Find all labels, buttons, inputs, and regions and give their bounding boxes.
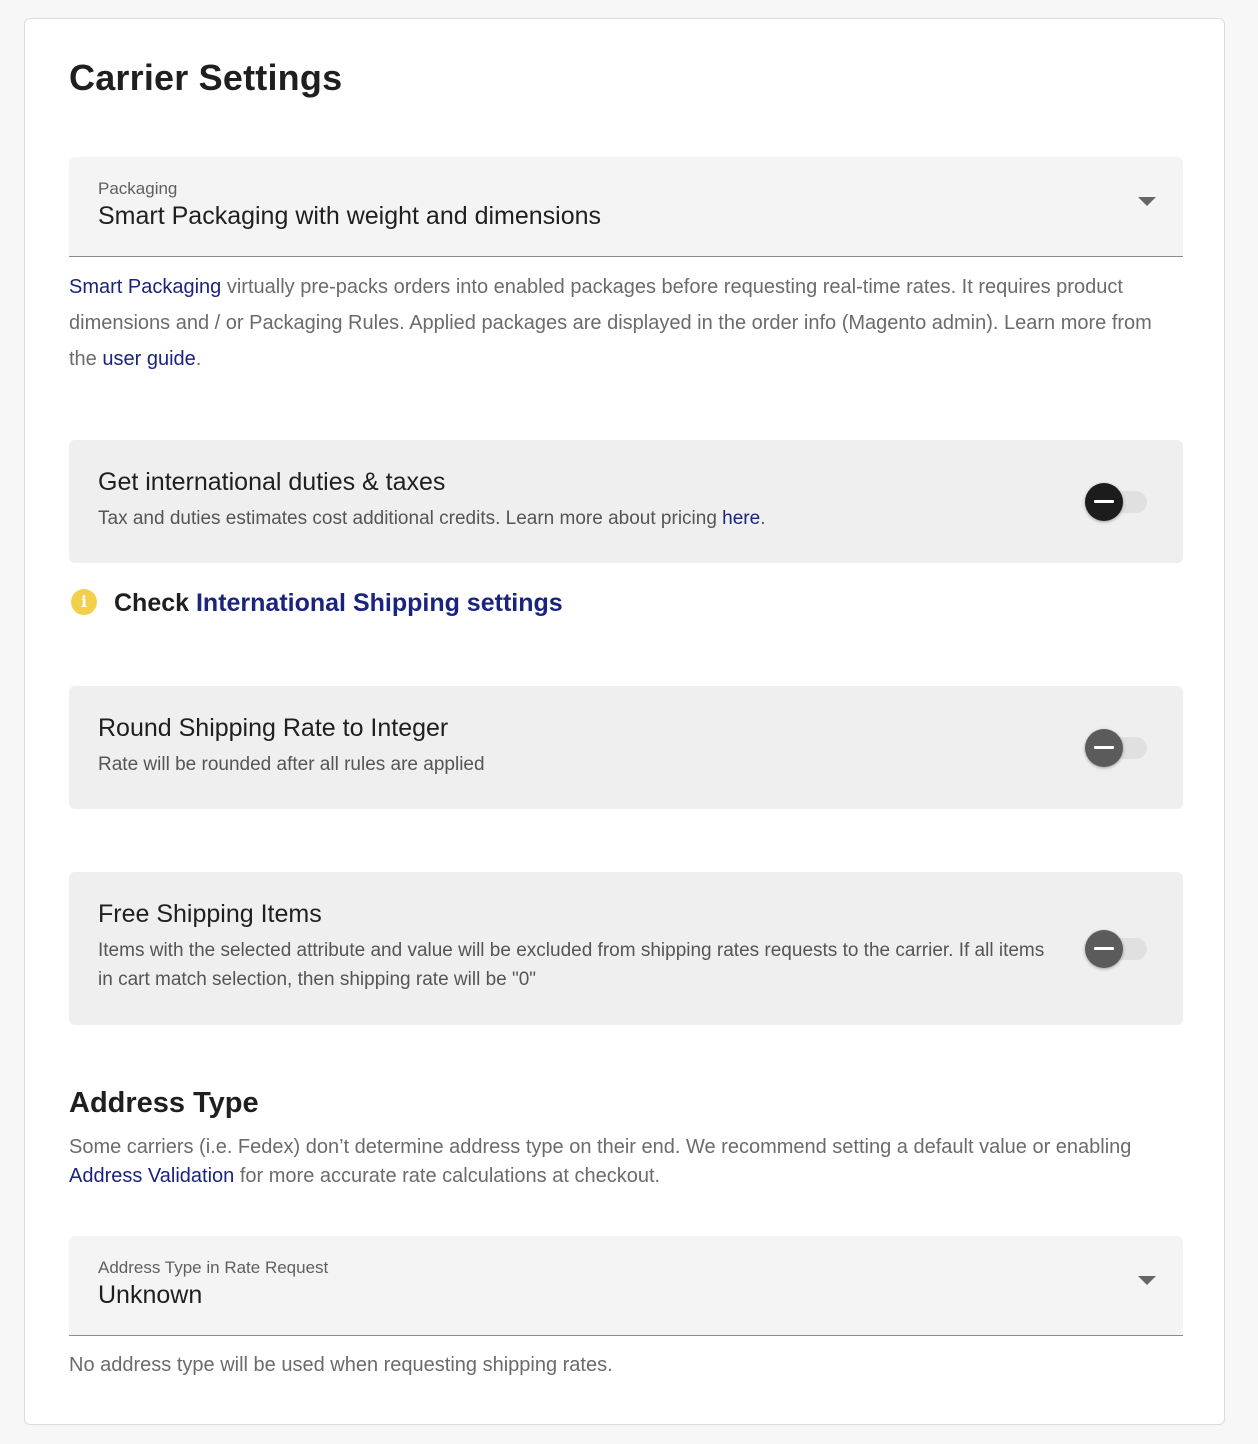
packaging-helper-text-part1: virtually pre-packs orders into enabled packages before requesting real-time rates. It requires product dimensions and / or Packaging Rules. Applied packages are displayed in the order info (Magento admin). Learn more from the [69,276,1152,370]
smart-packaging-link[interactable]: Smart Packaging [69,276,222,298]
address-type-intro [69,1133,1169,1191]
page-title: Carrier Settings [69,57,343,98]
address-type-select[interactable] [69,1236,1183,1336]
duties-taxes-title: Get international duties & taxes [98,468,446,496]
international-notice-text [114,589,563,618]
packaging-select[interactable] [69,157,1183,257]
international-shipping-settings-link[interactable]: International Shipping settings [195,589,563,617]
info-icon: i [71,589,97,615]
toggle-thumb [1085,729,1123,767]
round-rate-toggle[interactable] [1085,729,1147,767]
free-shipping-panel [69,872,1183,1025]
address-type-intro-text-end: for more accurate rate calculations at checkout. [234,1165,661,1187]
international-notice-prefix: Check [114,589,196,617]
duties-taxes-description-end: . [760,508,766,529]
toggle-thumb [1085,483,1123,521]
packaging-select-label: Packaging [98,179,178,198]
address-type-select-value: Unknown [98,1281,203,1309]
duties-taxes-description-text: Tax and duties estimates cost additional credits. Learn more about pricing [98,508,723,529]
free-shipping-description: Items with the selected attribute and value will be excluded from shipping rates requests to the carrier. If all items in cart match selection, then shipping rate will be "0" [98,940,1045,990]
duties-taxes-toggle[interactable] [1085,483,1147,521]
carrier-settings-card [24,18,1225,1425]
duties-taxes-panel [69,440,1183,563]
round-rate-title: Round Shipping Rate to Integer [98,714,449,742]
packaging-helper-text-end: . [195,348,202,370]
duties-taxes-description [98,504,1058,533]
address-type-intro-text: Some carriers (i.e. Fedex) don’t determine address type on their end. We recommend setting a default value or enabling [69,1136,1132,1158]
toggle-thumb [1085,930,1123,968]
chevron-down-icon[interactable] [1138,197,1156,206]
free-shipping-toggle[interactable] [1085,930,1147,968]
address-validation-link[interactable]: Address Validation [69,1165,235,1187]
packaging-select-value: Smart Packaging with weight and dimensions [98,202,602,230]
address-type-helper-text: No address type will be used when requesting shipping rates. [69,1354,613,1376]
round-rate-panel [69,686,1183,809]
free-shipping-title: Free Shipping Items [98,900,322,928]
round-rate-description: Rate will be rounded after all rules are applied [98,754,485,775]
pricing-here-link[interactable]: here [722,508,761,529]
user-guide-link[interactable]: user guide [102,348,196,370]
address-type-heading: Address Type [69,1087,259,1119]
packaging-helper-text [69,269,1169,377]
chevron-down-icon[interactable] [1138,1276,1156,1285]
address-type-select-label: Address Type in Rate Request [98,1258,329,1277]
